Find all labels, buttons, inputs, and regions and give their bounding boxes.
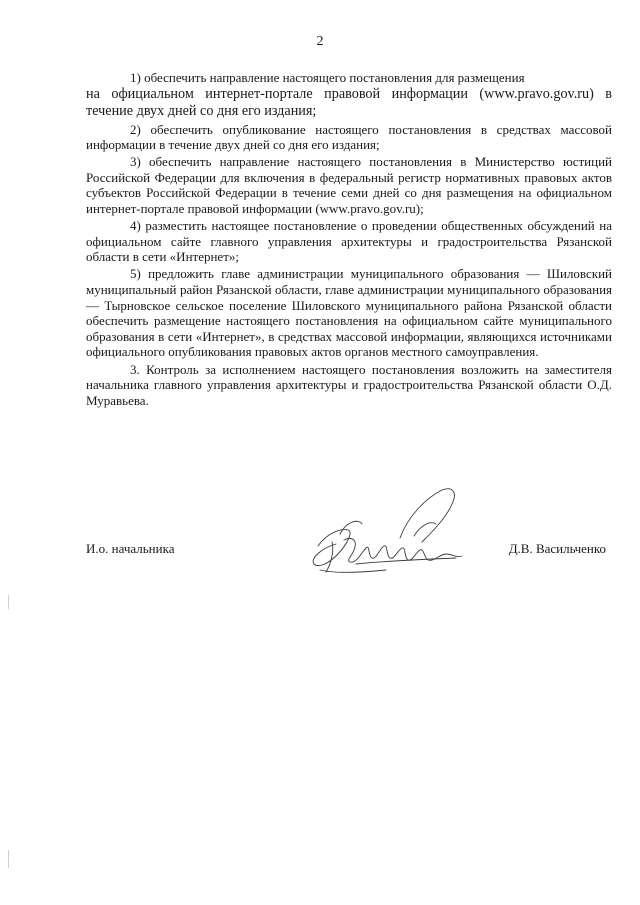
handwritten-signature (296, 476, 476, 594)
scan-margin-mark (8, 595, 9, 609)
paragraph-2: 2) обеспечить опубликование настоящего постановления в средствах массовой информации в течение двух дней со дня его издания; (86, 121, 612, 153)
document-body (86, 70, 612, 410)
paragraph-4: 4) разместить настоящее постановление о проведении общественных обсуждений на официальном сайте главного управления архитектуры и градостроительства Рязанской области в сети «Интернет»; (86, 218, 612, 265)
paragraph-control: 3. Контроль за исполнением настоящего постановления возложить на заместителя начальника главного управления архитектуры и градостроительства Рязанской области О.Д. Муравьева. (86, 361, 612, 408)
signature-block (86, 541, 612, 561)
paragraph-5: 5) предложить главе администрации муниципального образования — Шиловский муниципальный район Рязанской области, главе администрации муниципального образования — Тырновское сельское поселение Шиловского муниципального района Рязанской области обеспечить размещение настоящего постановления на официальном сайте муниципального образования в сети «Интернет», в средствах массовой информации, являющихся источниками официального опубликования правовых актов органов местного самоуправления. (86, 266, 612, 360)
signatory-name: Д.В. Васильченко (508, 541, 606, 556)
page-number: 2 (316, 34, 324, 49)
scan-margin-mark (8, 850, 9, 868)
paragraph-3: 3) обеспечить направление настоящего постановления в Министерство юстиций Российской Федерации для включения в федеральный регистр нормативных правовых актов субъектов Российской Федерации в течение семи дней со дня размещения на официальном интернет-портале правовой информации (www.pravo.gov.ru); (86, 154, 612, 217)
paragraph-1-1: 1) обеспечить направление настоящего постановления для размещения (130, 70, 525, 85)
paragraph-1-2: на официальном интернет-портале правовой информации (www.pravo.gov.ru) в течение двух дней со дня его издания; (86, 86, 612, 120)
signatory-title: И.о. начальника (86, 541, 175, 556)
